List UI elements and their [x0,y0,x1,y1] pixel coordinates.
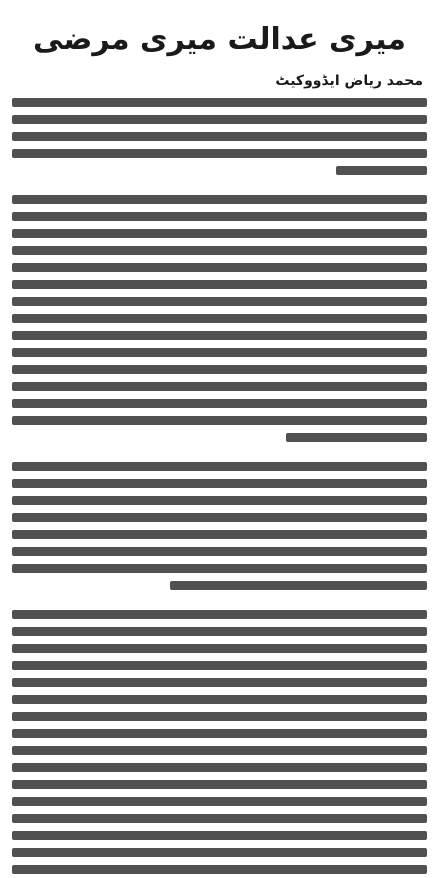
text-line [12,191,427,208]
article-body [12,94,427,878]
text-line [12,759,427,776]
paragraph-3 [12,458,427,594]
text-line [12,725,427,742]
text-line [12,577,427,594]
text-line [12,708,427,725]
text-line [12,492,427,509]
text-line [12,208,427,225]
text-line [12,543,427,560]
article-byline: محمد ریاض ایڈووکیٹ [275,73,423,89]
text-line [12,128,427,145]
text-line [12,674,427,691]
text-line [12,111,427,128]
text-line [12,475,427,492]
paragraph-1 [12,94,427,179]
text-line [12,640,427,657]
text-line [12,259,427,276]
text-line [12,861,427,878]
text-line [12,310,427,327]
paragraph-2 [12,191,427,446]
text-line [12,827,427,844]
text-line [12,742,427,759]
text-line [12,94,427,111]
text-line [12,344,427,361]
text-line [12,560,427,577]
paragraph-4 [12,606,427,878]
text-line [12,429,427,446]
text-line [12,162,427,179]
text-line [12,412,427,429]
text-line [12,327,427,344]
text-line [12,623,427,640]
text-line [12,458,427,475]
text-line [12,361,427,378]
text-line [12,776,427,793]
text-line [12,606,427,623]
text-line [12,657,427,674]
text-line [12,378,427,395]
text-line [12,145,427,162]
text-line [12,844,427,861]
text-line [12,242,427,259]
text-line [12,509,427,526]
text-line [12,526,427,543]
text-line [12,810,427,827]
text-line [12,225,427,242]
text-line [12,691,427,708]
text-line [12,276,427,293]
text-line [12,395,427,412]
text-line [12,793,427,810]
text-line [12,293,427,310]
article-title: میری عدالت میری مرضی [33,22,406,57]
